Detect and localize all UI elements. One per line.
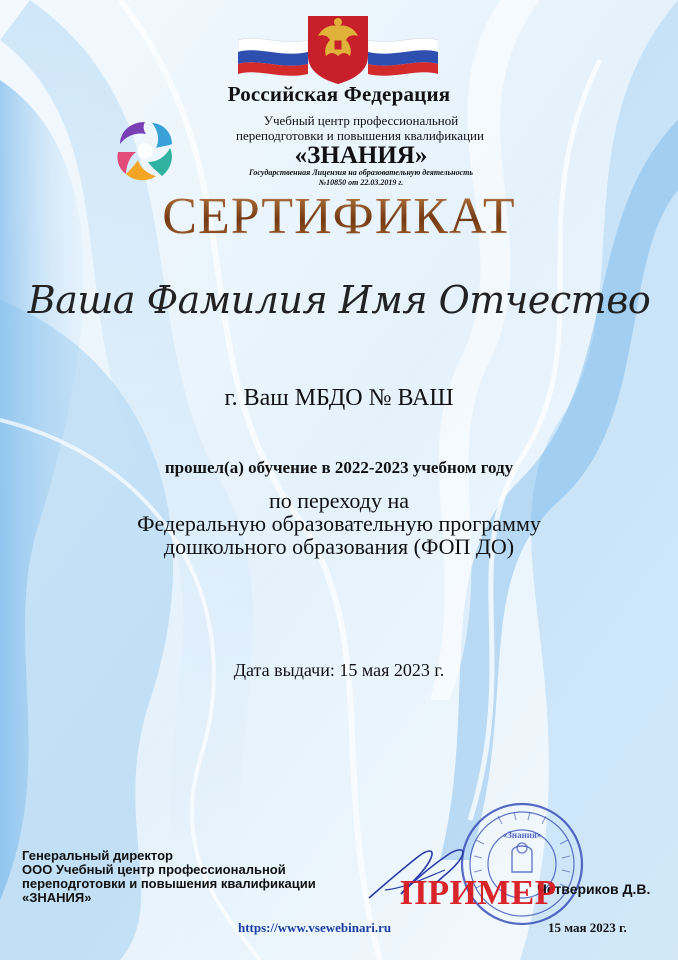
completion-statement: прошел(а) обучение в 2022-2023 учебном году xyxy=(164,458,514,477)
russian-coat-of-arms-icon xyxy=(238,10,438,84)
signer-name: Четвериков Д.В. xyxy=(537,881,651,897)
program-line2: Федеральную образовательную программу xyxy=(137,511,541,536)
org-description-line1: Учебный центр профессиональной xyxy=(263,113,459,128)
director-line3: переподготовки и повышения квалификации xyxy=(22,876,316,891)
stamp-text: «Знания» xyxy=(502,830,542,840)
signature-date: 15 мая 2023 г. xyxy=(548,920,627,935)
recipient-institution: г. Ваш МБДО № ВАШ xyxy=(224,385,454,411)
issue-date: Дата выдачи: 15 мая 2023 г. xyxy=(233,660,445,680)
director-block xyxy=(22,849,316,905)
program-line1: по переходу на xyxy=(268,488,410,513)
country-name: Российская Федерация xyxy=(227,82,451,106)
certificate-title: СЕРТИФИКАТ xyxy=(0,187,678,246)
director-line4: «ЗНАНИЯ» xyxy=(22,890,92,905)
director-line2: ООО Учебный центр профессиональной xyxy=(22,862,286,877)
recipient-name: Ваша Фамилия Имя Отчество xyxy=(27,278,651,322)
license-line2: №10850 от 22.03.2019 г. xyxy=(318,178,404,187)
znaniya-logo-icon xyxy=(112,118,178,184)
license-line1: Государственная Лицензия на образовательную деятельность xyxy=(248,168,474,177)
org-description-line2: переподготовки и повышения квалификации xyxy=(236,128,484,143)
sample-watermark: ПРИМЕР xyxy=(400,873,557,912)
program-line3: дошкольного образования (ФОП ДО) xyxy=(163,534,515,559)
org-name: «ЗНАНИЯ» xyxy=(294,142,428,169)
director-line1: Генеральный директор xyxy=(22,848,173,863)
website-link[interactable]: https://www.vsewebinari.ru xyxy=(238,920,392,935)
